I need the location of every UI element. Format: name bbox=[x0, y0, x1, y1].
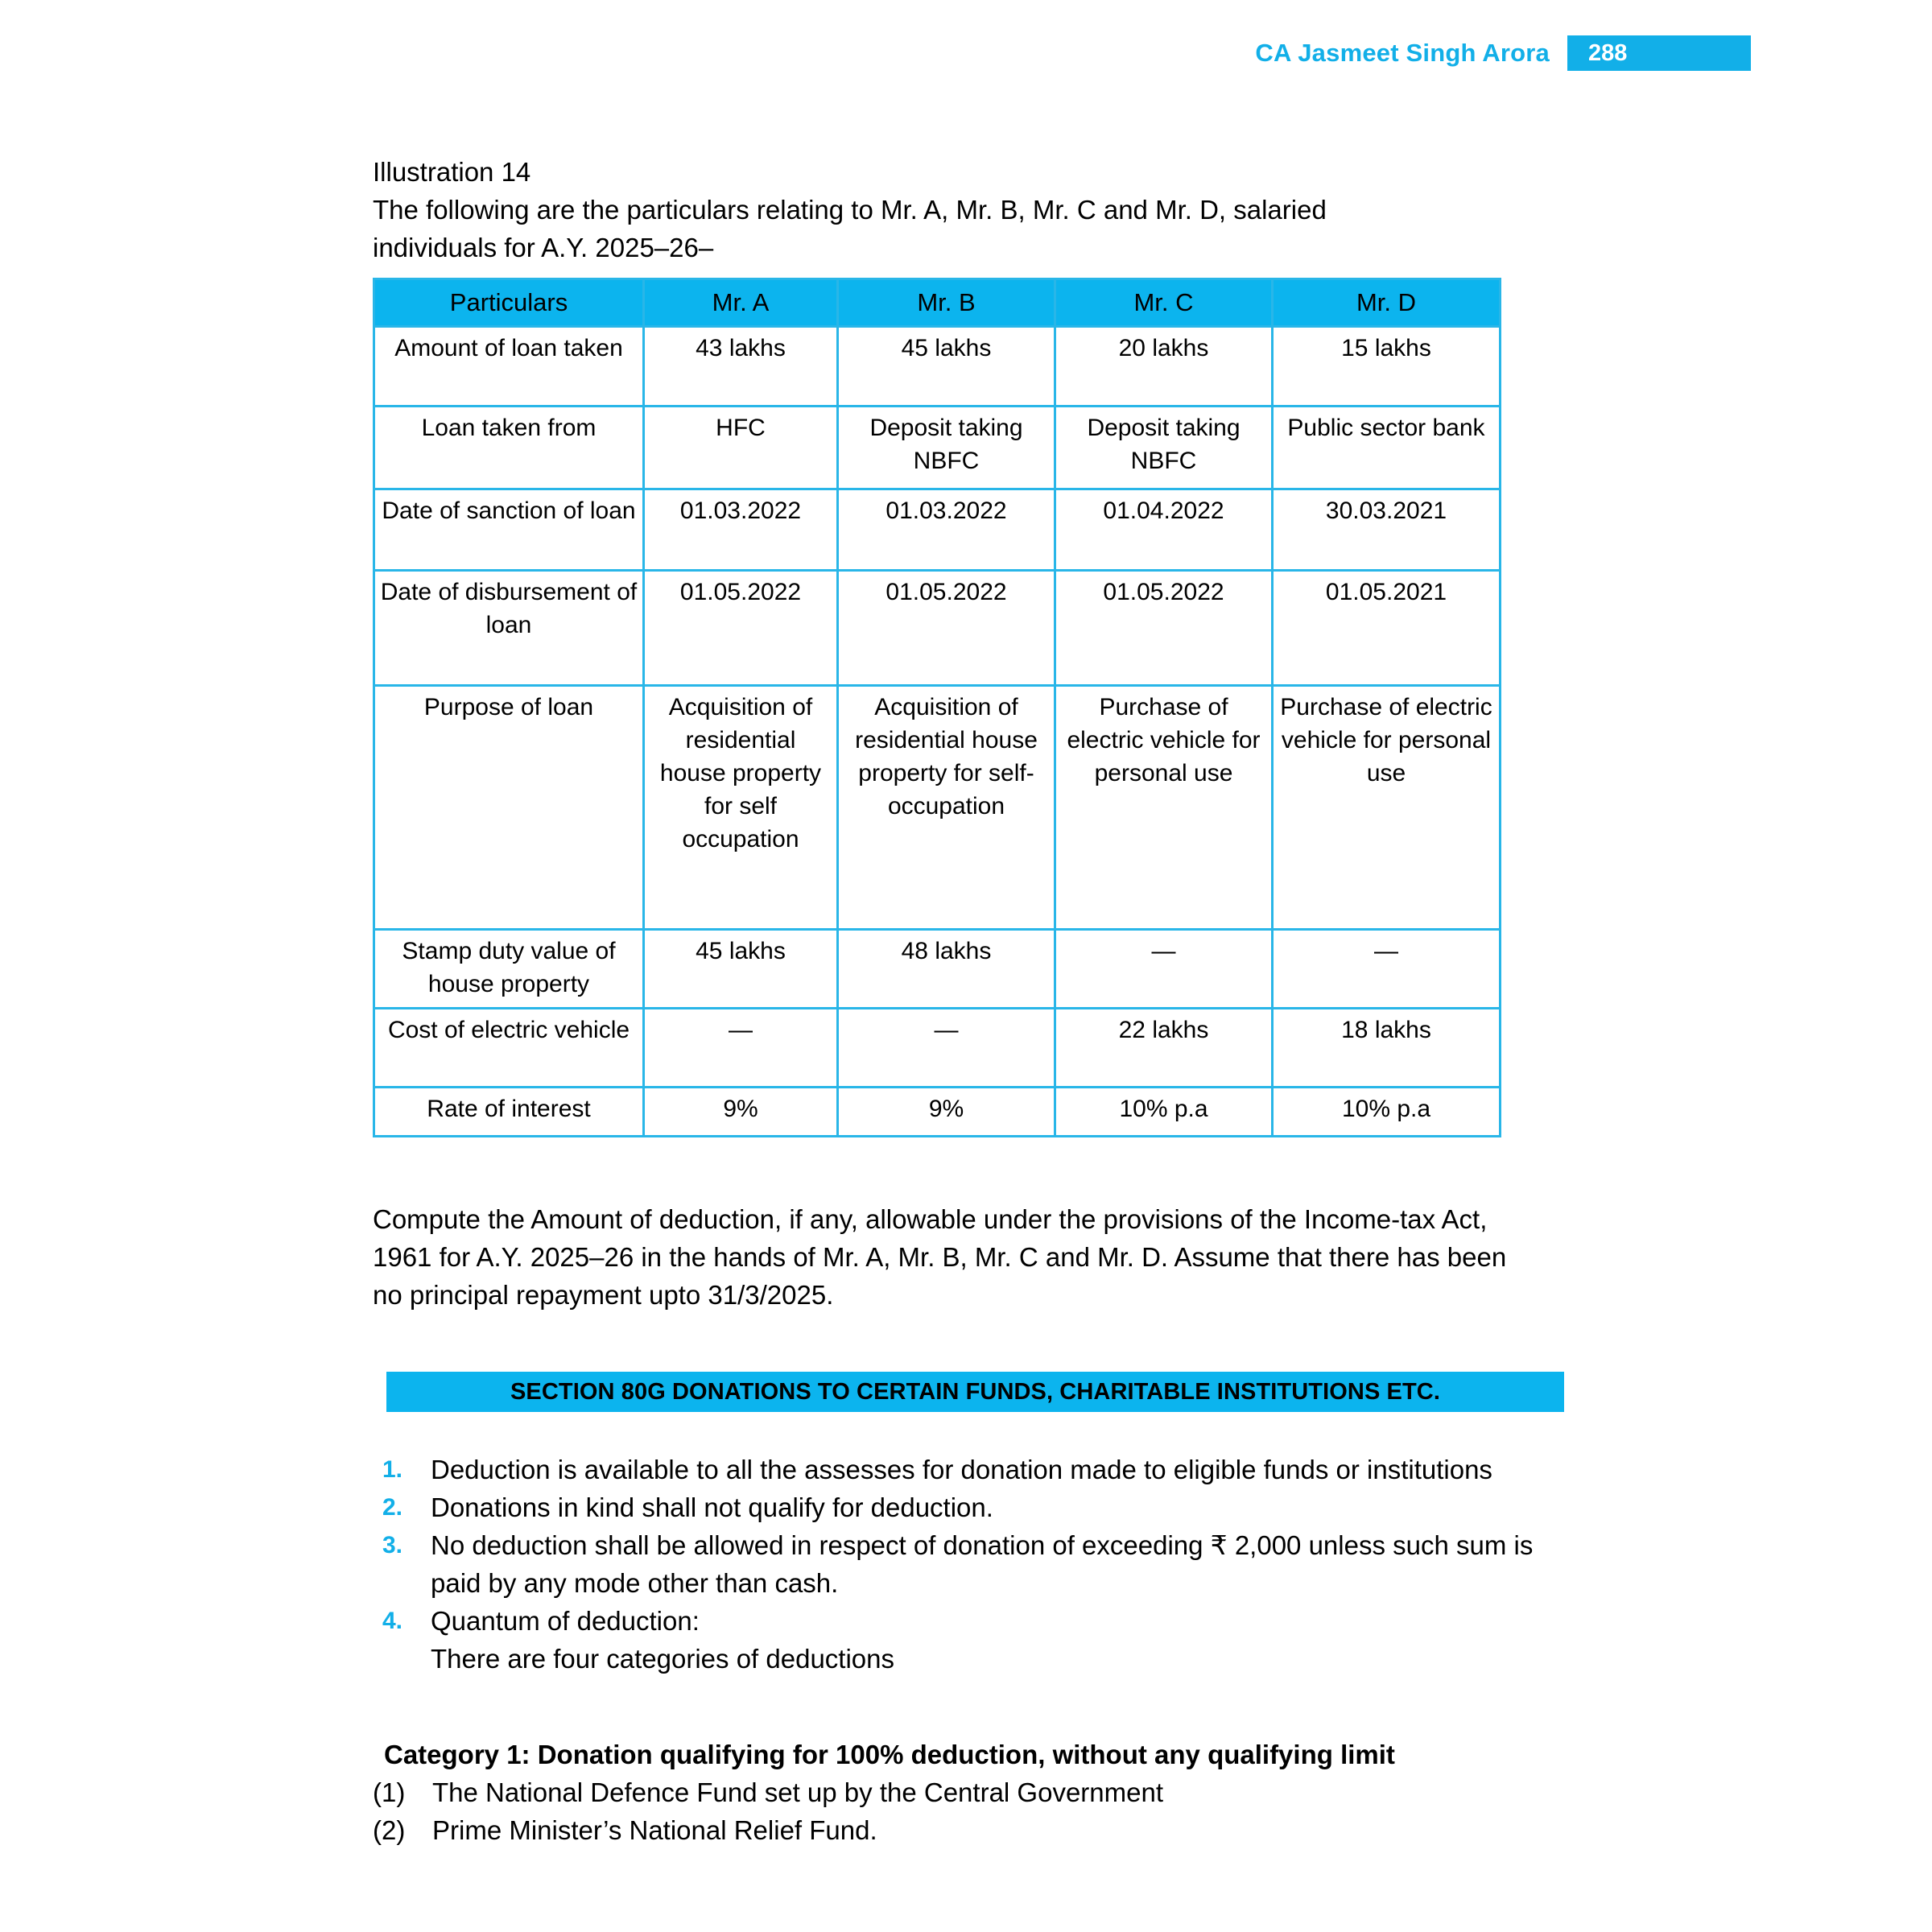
cell-value-c: 10% p.a bbox=[1055, 1088, 1273, 1137]
cell-value-a: 43 lakhs bbox=[644, 327, 838, 407]
cell-value-b: 01.03.2022 bbox=[838, 489, 1055, 571]
list-item-number: 4. bbox=[382, 1608, 403, 1634]
list-item-text: No deduction shall be allowed in respect of donation of exceeding ₹ 2,000 unless such sum is paid by any mode other than cash. bbox=[431, 1530, 1534, 1598]
cell-value-b: — bbox=[838, 1009, 1055, 1088]
table-row bbox=[374, 571, 1501, 686]
cell-value-b: 45 lakhs bbox=[838, 327, 1055, 407]
cell-value-a: Acquisition of residential house property for self occupation bbox=[644, 686, 838, 930]
header-author-name: CA Jasmeet Singh Arora bbox=[1255, 39, 1550, 67]
cell-value-c: Purchase of electric vehicle for personal use bbox=[1055, 686, 1273, 930]
list-item-text: Donations in kind shall not qualify for deduction. bbox=[431, 1492, 993, 1522]
cell-particular: Date of disbursement of loan bbox=[374, 571, 644, 686]
list-item-number: 2. bbox=[382, 1494, 403, 1521]
column-header-particulars: Particulars bbox=[374, 279, 644, 327]
list-item bbox=[373, 1488, 1564, 1526]
cell-value-d: — bbox=[1273, 930, 1501, 1009]
column-header-mr-c: Mr. C bbox=[1055, 279, 1273, 327]
cell-value-a: — bbox=[644, 1009, 838, 1088]
section-80g-rules-list bbox=[373, 1451, 1564, 1678]
cell-particular: Purpose of loan bbox=[374, 686, 644, 930]
category-item-text: Prime Minister’s National Relief Fund. bbox=[432, 1815, 877, 1845]
particulars-table bbox=[373, 278, 1501, 1137]
cell-value-c: 20 lakhs bbox=[1055, 327, 1273, 407]
cell-particular: Cost of electric vehicle bbox=[374, 1009, 644, 1088]
cell-value-d: Public sector bank bbox=[1273, 407, 1501, 489]
cell-value-a: 01.03.2022 bbox=[644, 489, 838, 571]
cell-value-b: Acquisition of residential house property for self-occupation bbox=[838, 686, 1055, 930]
cell-value-d: Purchase of electric vehicle for personal use bbox=[1273, 686, 1501, 930]
page-header bbox=[0, 34, 1932, 72]
cell-value-c: 01.04.2022 bbox=[1055, 489, 1273, 571]
illustration-description-line-1: The following are the particulars relating to Mr. A, Mr. B, Mr. C and Mr. D, salaried bbox=[373, 195, 1327, 225]
category-1-block bbox=[373, 1736, 1596, 1849]
list-item bbox=[373, 1451, 1564, 1488]
compute-instruction-paragraph: Compute the Amount of deduction, if any, allowable under the provisions of the Income-tax Act, 1961 for A.Y. 2025–26 in the hands of Mr. A, Mr. B, Mr. C and Mr. D. Assume that there has been no principal repayment upto 31/3/2025. bbox=[373, 1204, 1507, 1310]
column-header-mr-a: Mr. A bbox=[644, 279, 838, 327]
cell-value-b: Deposit taking NBFC bbox=[838, 407, 1055, 489]
cell-particular: Amount of loan taken bbox=[374, 327, 644, 407]
column-header-mr-d: Mr. D bbox=[1273, 279, 1501, 327]
cell-value-a: 45 lakhs bbox=[644, 930, 838, 1009]
illustration-description-line-2: individuals for A.Y. 2025–26– bbox=[373, 233, 714, 262]
category-item-text: The National Defence Fund set up by the Central Government bbox=[432, 1777, 1163, 1807]
document-body bbox=[373, 153, 1596, 1849]
cell-particular: Loan taken from bbox=[374, 407, 644, 489]
list-item bbox=[373, 1811, 1596, 1849]
category-1-title: Category 1: Donation qualifying for 100% deduction, without any qualifying limit bbox=[384, 1740, 1395, 1769]
cell-value-a: 01.05.2022 bbox=[644, 571, 838, 686]
cell-value-c: 22 lakhs bbox=[1055, 1009, 1273, 1088]
cell-value-c: — bbox=[1055, 930, 1273, 1009]
list-item-number: 3. bbox=[382, 1532, 403, 1558]
cell-value-a: 9% bbox=[644, 1088, 838, 1137]
list-item-number: 1. bbox=[382, 1456, 403, 1483]
list-item bbox=[373, 1773, 1596, 1811]
table-row bbox=[374, 686, 1501, 930]
table-row bbox=[374, 1088, 1501, 1137]
cell-value-d: 18 lakhs bbox=[1273, 1009, 1501, 1088]
list-item-text: Deduction is available to all the assesses for donation made to eligible funds or institutions bbox=[431, 1455, 1492, 1484]
page-number-badge: 288 bbox=[1567, 35, 1751, 71]
illustration-intro bbox=[373, 153, 1596, 266]
table-header-row bbox=[374, 279, 1501, 327]
cell-particular: Date of sanction of loan bbox=[374, 489, 644, 571]
cell-value-b: 01.05.2022 bbox=[838, 571, 1055, 686]
illustration-title: Illustration 14 bbox=[373, 157, 531, 187]
cell-value-a: HFC bbox=[644, 407, 838, 489]
table-row bbox=[374, 407, 1501, 489]
category-item-number: (1) bbox=[373, 1777, 406, 1807]
cell-value-b: 48 lakhs bbox=[838, 930, 1055, 1009]
table-row bbox=[374, 1009, 1501, 1088]
list-item-subtext: There are four categories of deductions bbox=[431, 1644, 895, 1674]
table-row bbox=[374, 327, 1501, 407]
table-row bbox=[374, 489, 1501, 571]
cell-particular: Rate of interest bbox=[374, 1088, 644, 1137]
list-item bbox=[373, 1602, 1564, 1678]
cell-value-d: 10% p.a bbox=[1273, 1088, 1501, 1137]
category-item-number: (2) bbox=[373, 1815, 406, 1845]
table-row bbox=[374, 930, 1501, 1009]
cell-value-b: 9% bbox=[838, 1088, 1055, 1137]
cell-value-d: 15 lakhs bbox=[1273, 327, 1501, 407]
list-item-text: Quantum of deduction: bbox=[431, 1606, 700, 1636]
cell-value-d: 01.05.2021 bbox=[1273, 571, 1501, 686]
cell-value-c: 01.05.2022 bbox=[1055, 571, 1273, 686]
cell-value-c: Deposit taking NBFC bbox=[1055, 407, 1273, 489]
list-item bbox=[373, 1526, 1564, 1602]
cell-value-d: 30.03.2021 bbox=[1273, 489, 1501, 571]
section-80g-banner: SECTION 80G DONATIONS TO CERTAIN FUNDS, CHARITABLE INSTITUTIONS ETC. bbox=[386, 1372, 1564, 1412]
column-header-mr-b: Mr. B bbox=[838, 279, 1055, 327]
cell-particular: Stamp duty value of house property bbox=[374, 930, 644, 1009]
